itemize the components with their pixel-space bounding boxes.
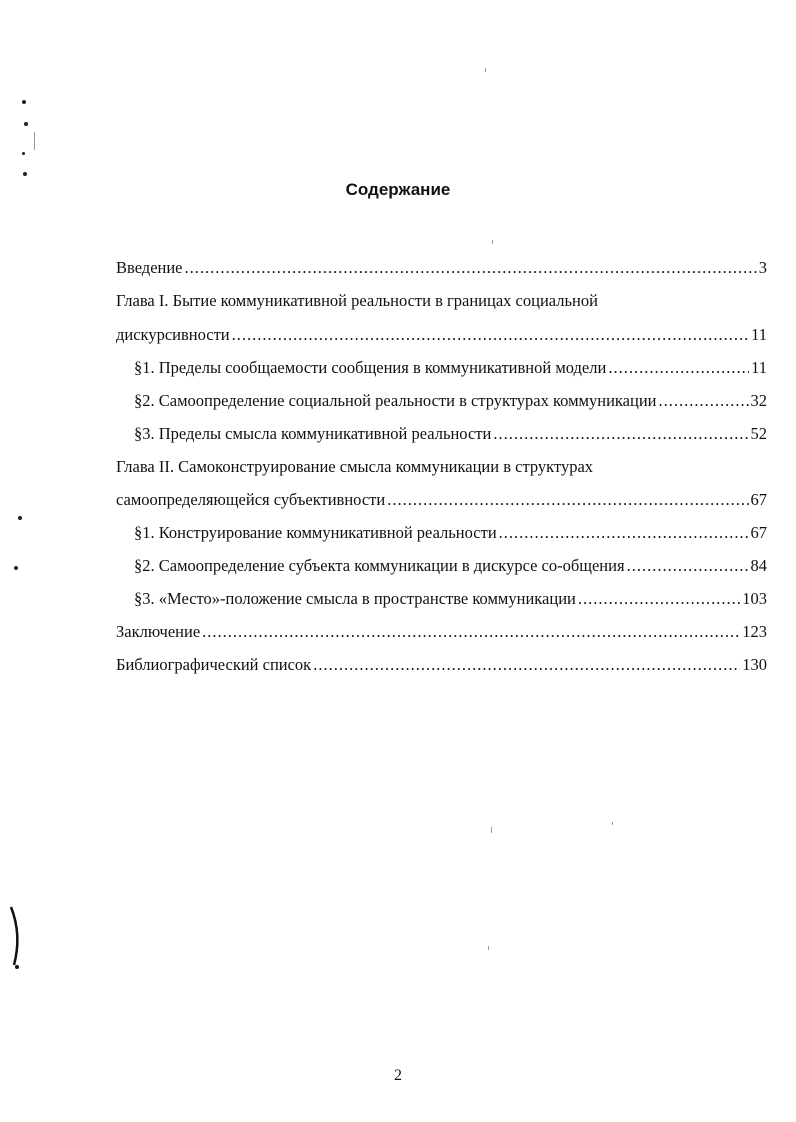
toc-entry-ch1-sec2 — [134, 391, 767, 417]
scan-speck — [612, 822, 613, 825]
toc-page-number: 32 — [750, 391, 767, 410]
toc-entry-text: §1. Пределы сообщаемости сообщения в коммуникативной модели — [134, 358, 607, 377]
toc-entry-text: §3. «Место»-положение смысла в пространстве коммуникации — [134, 589, 576, 608]
toc-leader-dots — [627, 556, 749, 576]
toc-entry-conclusion — [116, 622, 767, 648]
toc-leader-dots — [658, 391, 748, 411]
toc-entry-text: §3. Пределы смысла коммуникативной реальности — [134, 424, 492, 443]
toc-entry-ch1-sec3 — [134, 424, 767, 450]
scan-speck — [18, 516, 22, 520]
toc-entry-ch1-sec1 — [134, 358, 767, 384]
toc-leader-dots — [313, 655, 740, 675]
scan-speck — [24, 122, 28, 126]
toc-entry-text: Заключение — [116, 622, 201, 641]
toc-leader-dots — [578, 589, 740, 609]
scan-speck — [491, 827, 492, 833]
toc-entry-text: §1. Конструирование коммуникативной реальности — [134, 523, 497, 542]
toc-entry-chapter1 — [116, 325, 767, 351]
toc-page-number: 130 — [742, 655, 767, 674]
scan-speck — [23, 172, 27, 176]
toc-entry-ch2-sec3 — [134, 589, 767, 615]
toc-entry-text: самоопределяющейся субъективности — [116, 490, 386, 509]
toc-leader-dots — [493, 424, 748, 444]
toc-entry-text: §2. Самоопределение социальной реальности в структурах коммуникации — [134, 391, 657, 410]
toc-entry-chapter2 — [116, 490, 767, 516]
toc-entry-bibliography — [116, 655, 767, 681]
toc-page-number: 67 — [750, 490, 767, 509]
toc-entry-intro — [116, 258, 767, 284]
scan-speck — [14, 566, 18, 570]
toc-chapter1-title-line1: Глава I. Бытие коммуникативной реальности в границах социальной — [116, 291, 598, 310]
scan-speck — [492, 240, 493, 244]
toc-leader-dots — [232, 325, 749, 345]
toc-page-number: 84 — [750, 556, 767, 575]
toc-page-number: 67 — [750, 523, 767, 542]
scan-speck — [488, 946, 489, 950]
toc-entry-text: Библиографический список — [116, 655, 312, 674]
toc-page-number: 123 — [742, 622, 767, 641]
scan-speck — [485, 68, 486, 72]
toc-page-number: 3 — [758, 258, 767, 277]
toc-page-number: 103 — [742, 589, 767, 608]
scan-speck — [34, 132, 35, 150]
toc-page-number: 11 — [751, 325, 767, 344]
toc-leader-dots — [499, 523, 749, 543]
toc-entry-text: дискурсивности — [116, 325, 230, 344]
toc-page-number: 52 — [750, 424, 767, 443]
toc-leader-dots — [185, 258, 757, 278]
toc-chapter2-title-line1: Глава II. Самоконструирование смысла коммуникации в структурах — [116, 457, 594, 476]
page-number: 2 — [394, 1067, 402, 1084]
toc-leader-dots — [202, 622, 740, 642]
toc-entry-text: Введение — [116, 258, 183, 277]
toc-leader-dots — [608, 358, 749, 378]
scan-bracket-artifact — [6, 905, 26, 971]
toc-leader-dots — [387, 490, 748, 510]
page-title: Содержание — [345, 180, 451, 199]
scan-speck — [22, 152, 25, 155]
toc-page-number: 11 — [751, 358, 767, 377]
scan-speck — [22, 100, 26, 104]
toc-entry-ch2-sec1 — [134, 523, 767, 549]
toc-entry-text: §2. Самоопределение субъекта коммуникации в дискурсе со-общения — [134, 556, 625, 575]
toc-entry-ch2-sec2 — [134, 556, 767, 582]
